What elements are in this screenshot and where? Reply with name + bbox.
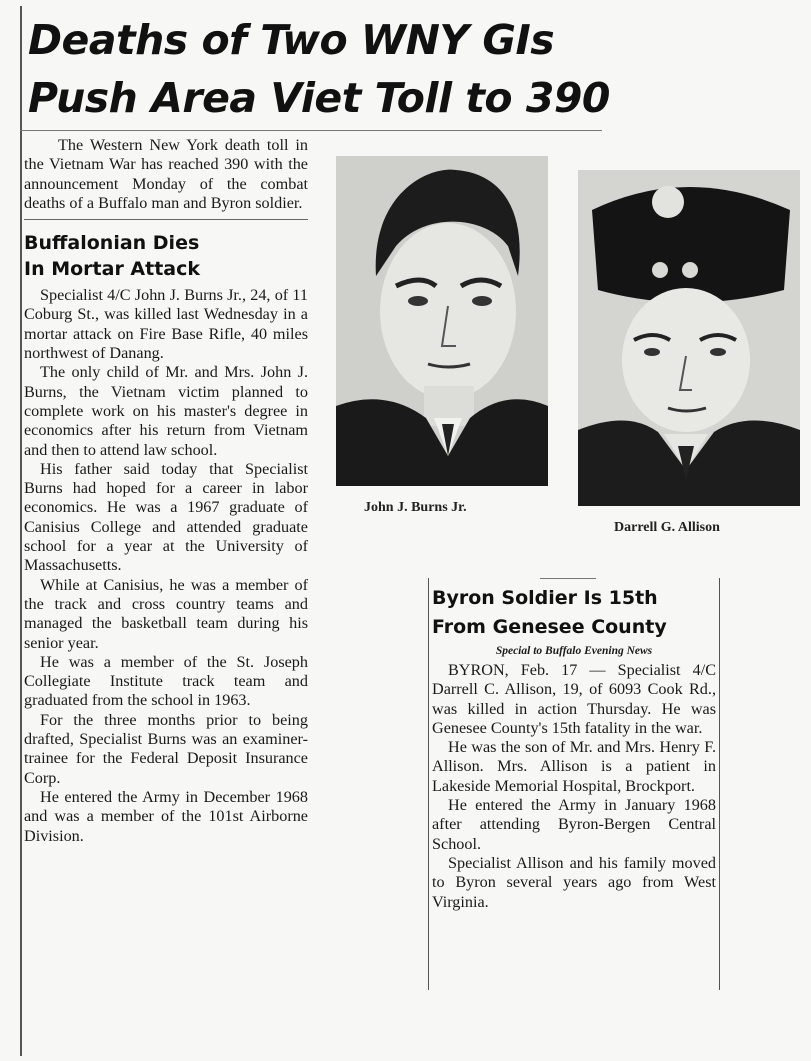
headline-rule bbox=[20, 130, 602, 131]
article-paragraph: He entered the Army in December 1968 and was a member of the 101st Airborne Division. bbox=[24, 787, 308, 845]
article-paragraph: For the three months prior to being drafted, Specialist Burns was an examiner-trainee for the Federal Deposit Insurance Corp. bbox=[24, 710, 308, 787]
intro-paragraph: The Western New York death toll in the Vietnam War has reached 390 with the announcement Monday of the combat deaths of a Buffalo man and Byron soldier. bbox=[24, 136, 308, 212]
burns-photo bbox=[336, 156, 548, 486]
article-paragraph: His father said today that Specialist Burns had hoped for a career in labor economics. He was a 1967 graduate of Canisius College and attended graduate school for a year at the University of Massachusetts. bbox=[24, 459, 308, 575]
burns-portrait-image bbox=[336, 156, 548, 486]
byron-paragraph: BYRON, Feb. 17 — Specialist 4/C Darrell C. Allison, 19, of 6093 Cook Rd., was killed in action Thursday. He was Genesee County's 15th fatality in the war. bbox=[432, 661, 716, 737]
burns-caption: John J. Burns Jr. bbox=[364, 500, 467, 515]
article-paragraph: While at Canisius, he was a member of the track and cross country teams and managed the basketball team during his senior year. bbox=[24, 575, 308, 652]
byline: Special to Buffalo Evening News bbox=[495, 645, 653, 657]
byron-top-rule bbox=[540, 578, 596, 579]
left-margin-rule bbox=[20, 6, 22, 1056]
byron-left-rule bbox=[428, 578, 429, 990]
byron-article-column bbox=[432, 584, 716, 912]
byron-paragraph: He entered the Army in January 1968 after attending Byron-Bergen Central School. bbox=[432, 796, 716, 853]
left-article-column bbox=[24, 136, 308, 846]
article-paragraph: He was a member of the St. Joseph Collegiate Institute track team and graduated from the school in 1963. bbox=[24, 652, 308, 710]
allison-portrait-image bbox=[578, 170, 800, 506]
column-divider bbox=[24, 219, 308, 220]
subhead-line-1: Buffalonian Dies bbox=[24, 232, 200, 255]
byron-headline-line-2: From Genesee County bbox=[432, 616, 667, 638]
allison-photo bbox=[578, 170, 800, 506]
byron-paragraph: He was the son of Mr. and Mrs. Henry F. Allison. Mrs. Allison is a patient in Lakeside Memorial Hospital, Brockport. bbox=[432, 738, 716, 795]
article-paragraph: The only child of Mr. and Mrs. John J. Burns, the Vietnam victim planned to complete work on his master's degree in economics after his return from Vietnam and then to attend law school. bbox=[24, 363, 308, 459]
allison-caption: Darrell G. Allison bbox=[614, 520, 720, 535]
byron-right-rule bbox=[719, 578, 720, 990]
article-paragraph: Specialist 4/C John J. Burns Jr., 24, of 11 Coburg St., was killed last Wednesday in a mortar attack on Fire Base Rifle, 40 miles northwest of Danang. bbox=[24, 286, 308, 363]
headline-line-1: Deaths of Two WNY GIs bbox=[28, 16, 555, 64]
headline-line-2: Push Area Viet Toll to 390 bbox=[28, 74, 610, 122]
burns-subhead bbox=[24, 230, 308, 282]
byron-headline-line-1: Byron Soldier Is 15th bbox=[432, 587, 658, 609]
subhead-line-2: In Mortar Attack bbox=[24, 258, 201, 281]
byron-paragraph: Specialist Allison and his family moved to Byron several years ago from West Virginia. bbox=[432, 853, 716, 911]
